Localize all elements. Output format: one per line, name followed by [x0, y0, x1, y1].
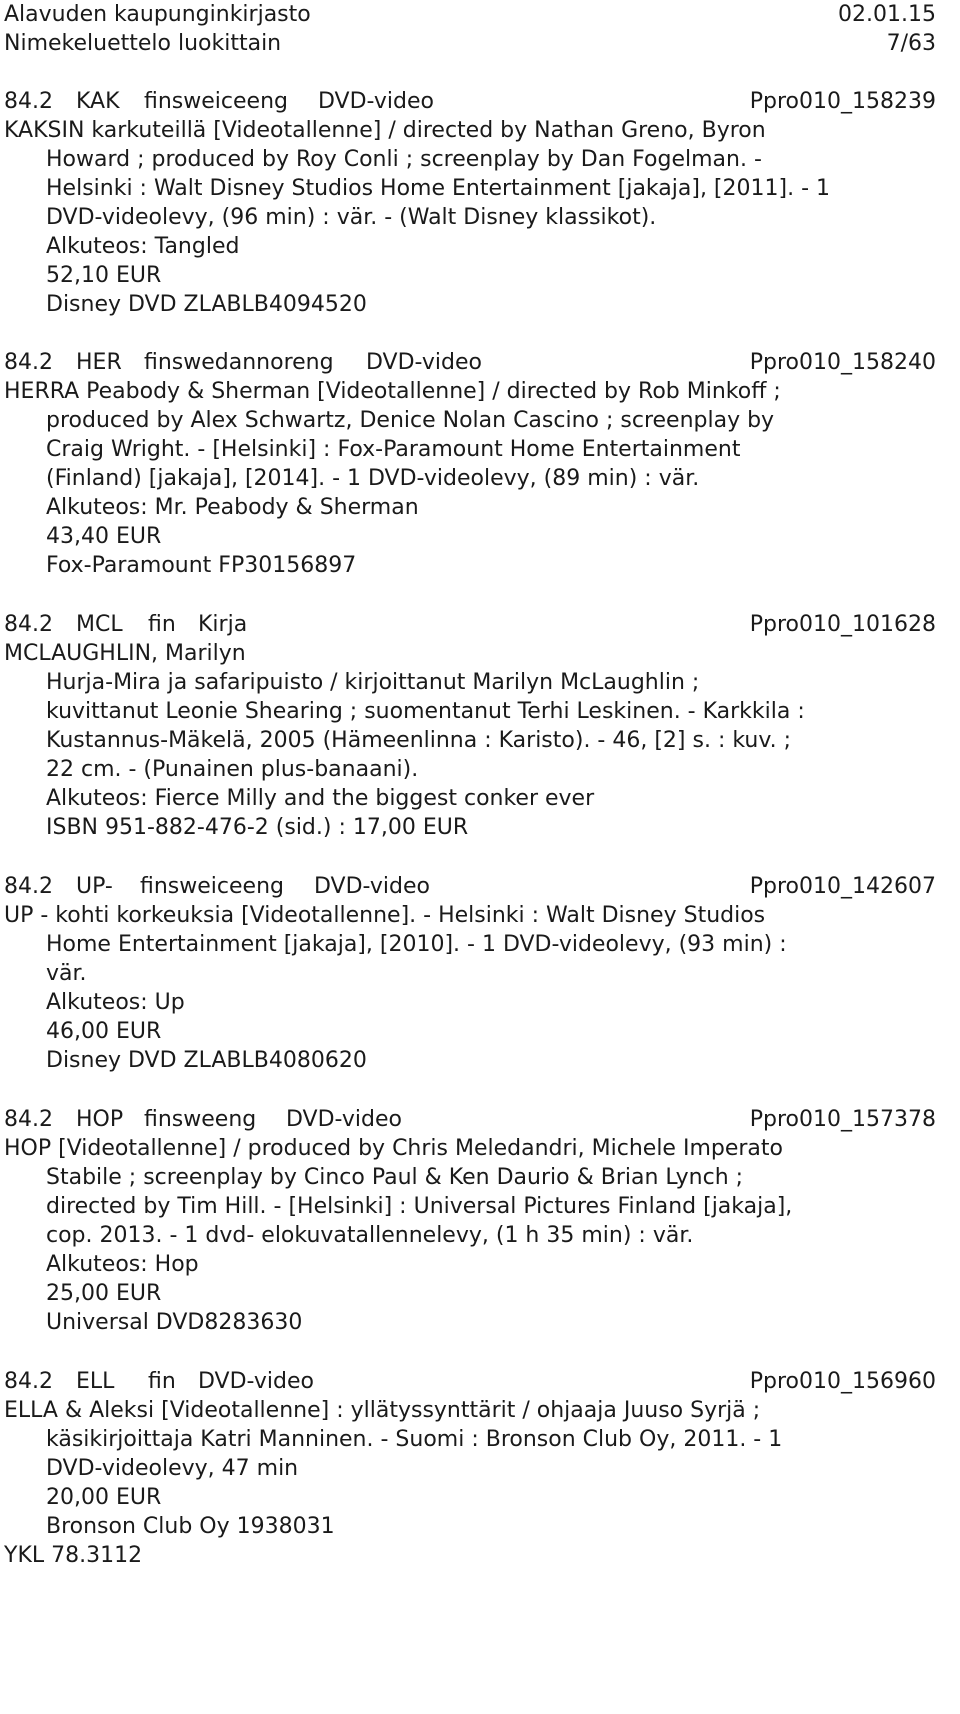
- record-code: UP-: [76, 874, 113, 899]
- record-desc-line: 22 cm. - (Punainen plus-banaani).: [46, 757, 419, 782]
- record-id: Ppro010_157378: [749, 1107, 936, 1132]
- record-product-code: Disney DVD ZLABLB4094520: [46, 292, 367, 317]
- record-original-title: Alkuteos: Mr. Peabody & Sherman: [46, 495, 419, 520]
- record-price: 20,00 EUR: [46, 1485, 162, 1510]
- record-title: Hurja-Mira ja safaripuisto / kirjoittanut Marilyn McLaughlin ;: [46, 670, 700, 695]
- record-language: finsweeng: [144, 1107, 257, 1132]
- record-class: 84.2: [4, 1107, 53, 1132]
- record-class: 84.2: [4, 350, 53, 375]
- record-original-title: Alkuteos: Up: [46, 990, 185, 1015]
- record-media: DVD-video: [198, 1369, 314, 1394]
- record-author: MCLAUGHLIN, Marilyn: [4, 641, 246, 666]
- print-date: 02.01.15: [838, 2, 936, 27]
- record-desc-line: Helsinki : Walt Disney Studios Home Entertainment [jakaja], [2011]. - 1: [46, 176, 830, 201]
- record-title: HOP [Videotallenne] / produced by Chris Meledandri, Michele Imperato: [4, 1136, 783, 1161]
- record-class: 84.2: [4, 1369, 53, 1394]
- record-language: fin: [148, 1369, 176, 1394]
- record-desc-line: käsikirjoittaja Katri Manninen. - Suomi : Bronson Club Oy, 2011. - 1: [46, 1427, 783, 1452]
- next-class-heading: YKL 78.3112: [4, 1543, 143, 1568]
- record-original-title: Alkuteos: Hop: [46, 1252, 199, 1277]
- record-isbn-price: ISBN 951-882-476-2 (sid.) : 17,00 EUR: [46, 815, 469, 840]
- record-language: finsweiceeng: [140, 874, 284, 899]
- record-desc-line: produced by Alex Schwartz, Denice Nolan Cascino ; screenplay by: [46, 408, 775, 433]
- record-title: HERRA Peabody & Sherman [Videotallenne] / directed by Rob Minkoff ;: [4, 379, 781, 404]
- record-code: HOP: [76, 1107, 124, 1132]
- record-price: 46,00 EUR: [46, 1019, 162, 1044]
- record-price: 43,40 EUR: [46, 524, 162, 549]
- record-class: 84.2: [4, 89, 53, 114]
- record-code: HER: [76, 350, 122, 375]
- record-desc-line: Home Entertainment [jakaja], [2010]. - 1 DVD-videolevy, (93 min) :: [46, 932, 787, 957]
- record-language: fin: [148, 612, 176, 637]
- record-title: UP - kohti korkeuksia [Videotallenne]. - Helsinki : Walt Disney Studios: [4, 903, 766, 928]
- record-class: 84.2: [4, 874, 53, 899]
- page-number: 7/63: [886, 31, 936, 56]
- record-media: DVD-video: [366, 350, 482, 375]
- record-language: finsweiceeng: [144, 89, 288, 114]
- record-original-title: Alkuteos: Tangled: [46, 234, 240, 259]
- record-price: 25,00 EUR: [46, 1281, 162, 1306]
- record-desc-line: Stabile ; screenplay by Cinco Paul & Ken Daurio & Brian Lynch ;: [46, 1165, 744, 1190]
- library-name: Alavuden kaupunginkirjasto: [4, 2, 311, 27]
- record-title: KAKSIN karkuteillä [Videotallenne] / directed by Nathan Greno, Byron: [4, 118, 766, 143]
- record-media: Kirja: [198, 612, 248, 637]
- record-code: ELL: [76, 1369, 115, 1394]
- record-desc-line: cop. 2013. - 1 dvd- elokuvatallennelevy, (1 h 35 min) : vär.: [46, 1223, 694, 1248]
- record-desc-line: Howard ; produced by Roy Conli ; screenplay by Dan Fogelman. -: [46, 147, 762, 172]
- record-desc-line: DVD-videolevy, 47 min: [46, 1456, 299, 1481]
- record-id: Ppro010_101628: [749, 612, 936, 637]
- record-id: Ppro010_142607: [749, 874, 936, 899]
- record-language: finswedannoreng: [144, 350, 334, 375]
- record-id: Ppro010_158239: [749, 89, 936, 114]
- record-class: 84.2: [4, 612, 53, 637]
- record-media: DVD-video: [318, 89, 434, 114]
- record-desc-line: directed by Tim Hill. - [Helsinki] : Universal Pictures Finland [jakaja],: [46, 1194, 793, 1219]
- record-product-code: Universal DVD8283630: [46, 1310, 303, 1335]
- record-title: ELLA & Aleksi [Videotallenne] : yllätyssynttärit / ohjaaja Juuso Syrjä ;: [4, 1398, 761, 1423]
- record-desc-line: (Finland) [jakaja], [2014]. - 1 DVD-videolevy, (89 min) : vär.: [46, 466, 700, 491]
- record-desc-line: vär.: [46, 961, 87, 986]
- record-product-code: Disney DVD ZLABLB4080620: [46, 1048, 367, 1073]
- record-product-code: Bronson Club Oy 1938031: [46, 1514, 335, 1539]
- record-price: 52,10 EUR: [46, 263, 162, 288]
- record-desc-line: Craig Wright. - [Helsinki] : Fox-Paramount Home Entertainment: [46, 437, 741, 462]
- record-desc-line: kuvittanut Leonie Shearing ; suomentanut Terhi Leskinen. - Karkkila :: [46, 699, 805, 724]
- record-desc-line: Kustannus-Mäkelä, 2005 (Hämeenlinna : Karisto). - 46, [2] s. : kuv. ;: [46, 728, 792, 753]
- record-media: DVD-video: [286, 1107, 402, 1132]
- report-title: Nimekeluettelo luokittain: [4, 31, 282, 56]
- record-original-title: Alkuteos: Fierce Milly and the biggest conker ever: [46, 786, 595, 811]
- record-media: DVD-video: [314, 874, 430, 899]
- record-code: MCL: [76, 612, 123, 637]
- record-product-code: Fox-Paramount FP30156897: [46, 553, 357, 578]
- record-code: KAK: [76, 89, 120, 114]
- record-desc-line: DVD-videolevy, (96 min) : vär. - (Walt Disney klassikot).: [46, 205, 657, 230]
- record-id: Ppro010_158240: [749, 350, 936, 375]
- record-id: Ppro010_156960: [749, 1369, 936, 1394]
